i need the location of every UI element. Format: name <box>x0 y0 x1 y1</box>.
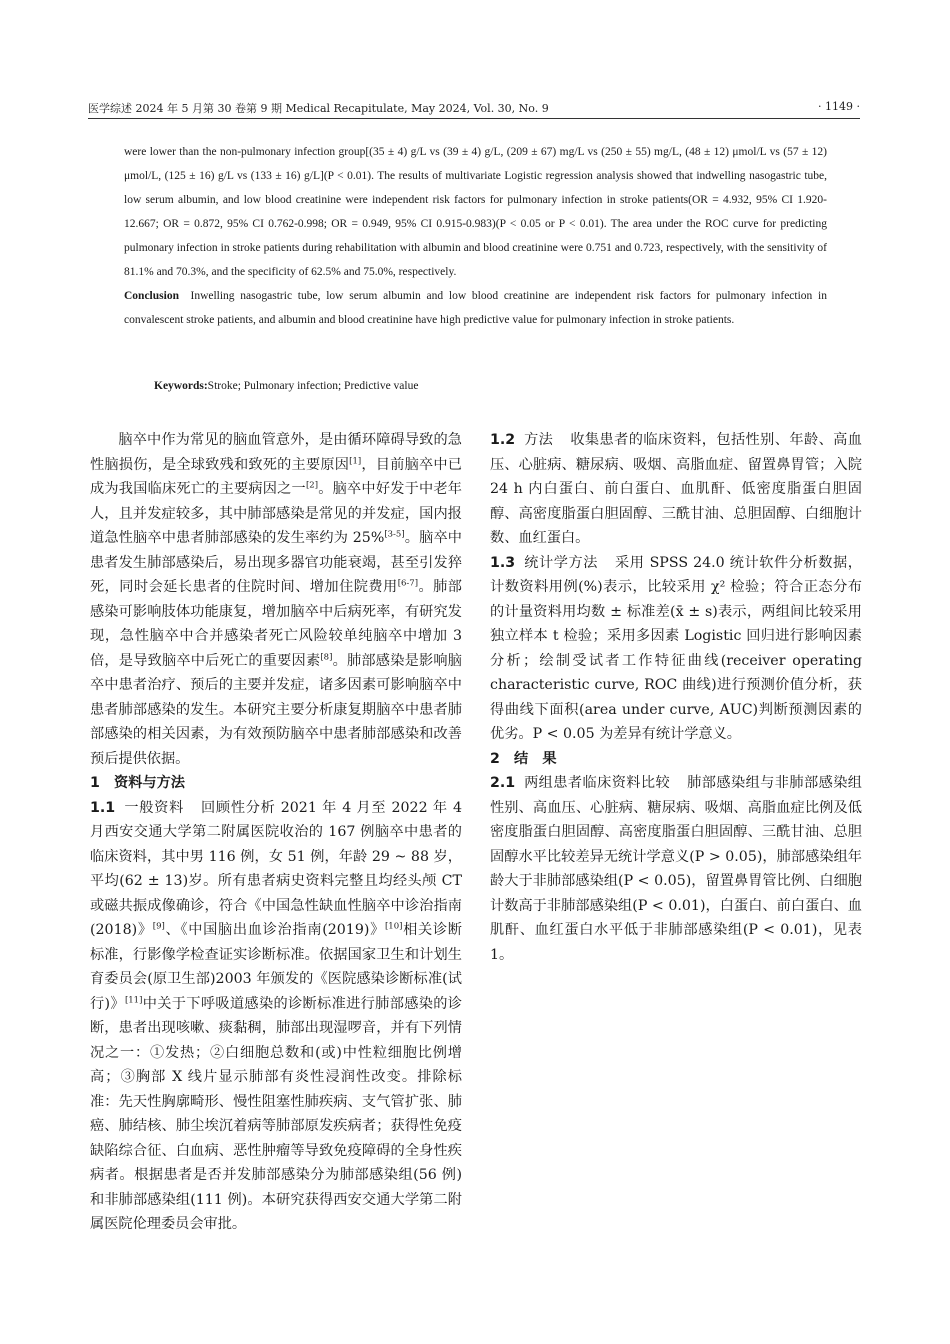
section-1-1-text-2: 、《中国脑出血诊治指南(2019)》 <box>164 922 385 938</box>
section-1-2-text: 收集患者的临床资料，包括性别、年龄、高血压、心脏病、糖尿病、吸烟、高脂血症、留置鼻胃管；入院 24 h 内白蛋白、前白蛋白、血肌酐、低密度脂蛋白胆固醇、高密度脂蛋白胆固醇、三酰甘油、总胆固醇、白细胞计数、血红蛋白。 <box>490 432 862 546</box>
ref-10: [10] <box>384 921 403 932</box>
ref-3-5: [3-5] <box>384 529 405 540</box>
section-1-3-number: 1.3 <box>490 554 516 571</box>
keywords-label: Keywords: <box>154 380 208 392</box>
section-1-1-title: 一般资料 <box>123 799 184 816</box>
intro-text-1: 脑卒中作为常见的脑血管意外，是由循环障碍导致的急性脑损伤，是全球致残和致死的主要原因 <box>90 432 462 473</box>
abstract-conclusion <box>124 284 827 332</box>
section-1-1-text-3: 相关诊断标准，行影像学检查证实诊断标准。依据国家卫生和计划生育委员会(原卫生部)2003 年颁发的《医院感染诊断标准(试行)》 <box>90 922 462 1012</box>
journal-citation: 医学综述 2024 年 5 月第 30 卷第 9 期 Medical Recapitulate, May 2024, Vol. 30, No. 9 <box>88 102 549 115</box>
running-header <box>88 100 860 118</box>
section-1-3 <box>490 551 862 747</box>
abstract-results: were lower than the non-pulmonary infection group[(35 ± 4) g/L vs (39 ± 4) g/L, (209 ± 67) mg/L vs (250 ± 55) mg/L, (48 ± 12) μmol/L vs (57 ± 12) μmol/L, (125 ± 16) g/L vs (133 ± 16) g/L](P < 0.01). The results of multivariate Logistic regression analysis showed that indwelling nasogastric tube, low serum albumin, and low blood creatinine were independent risk factors for pulmonary infection in stroke patients(OR = 4.932, 95% CI 1.920-12.667; OR = 0.872, 95% CI 0.762-0.998; OR = 0.949, 95% CI 0.915-0.983)(P < 0.05 or P < 0.01). The area under the ROC curve for predicting pulmonary infection in stroke patients during rehabilitation with albumin and blood creatinine were 0.751 and 0.723, respectively, with the sensitivity of 81.1% and 70.3%, and the specificity of 62.5% and 75.0%, respectively. <box>124 146 827 278</box>
intro-paragraph <box>90 428 462 771</box>
section-1-2-title: 方法 <box>523 432 554 448</box>
ref-1: [1] <box>349 455 362 466</box>
conclusion-text: Inwelling nasogastric tube, low serum albumin and low blood creatinine are independent risk factors for pulmonary infection in convalescent stroke patients, and albumin and blood creatinine have high predictive value for pulmonary infection in stroke patients. <box>124 290 827 326</box>
section-1-2-number: 1.2 <box>490 432 516 448</box>
section-1-1-text-1: 回顾性分析 2021 年 4 月至 2022 年 4 月西安交通大学第二附属医院收治的 167 例脑卒中患者的临床资料，其中男 116 例，女 51 例，年龄 29 ~ 88 岁，平均(62 ± 13)岁。所有患者病史资料完整且均经头颅 CT 或磁共振成像确诊，符合《中国急性缺血性脑卒中诊治指南(2018)》 <box>90 799 462 938</box>
section-1-heading: 1 资料与方法 <box>90 775 185 791</box>
section-2-1-title: 两组患者临床资料比较 <box>523 775 671 791</box>
section-2-heading: 2 结 果 <box>490 750 557 767</box>
section-1-1 <box>90 796 462 1237</box>
keywords-text: Stroke; Pulmonary infection; Predictive value <box>207 380 419 392</box>
section-1-2 <box>490 428 862 551</box>
right-column <box>490 428 862 967</box>
section-1-1-number: 1.1 <box>90 799 116 816</box>
section-1-3-text: 采用 SPSS 24.0 统计软件分析数据，计数资料用例(%)表示，比较采用 χ² 检验；符合正态分布的计量资料用均数 ± 标准差(x̄ ± s)表示，两组间比较采用独立样本 t 检验；采用多因素 Logistic 回归进行影响因素分析；绘制受试者工作特征曲线(receiver operating characteristic curve, ROC 曲线)进行预测价值分析，获得曲线下面积(area under curve, AUC)判断预测因素的优劣。P < 0.05 为差异有统计学意义。 <box>490 554 862 742</box>
ref-11: [11] <box>124 994 143 1005</box>
ref-9: [9] <box>152 921 165 932</box>
section-2-1 <box>490 771 862 967</box>
section-1-1-text-4: 中关于下呼吸道感染的诊断标准进行肺部感染的诊断，患者出现咳嗽、痰黏稠，肺部出现湿啰音，并有下列情况之一：①发热；②白细胞总数和(或)中性粒细胞比例增高；③胸部 X 线片显示肺部有炎性浸润性改变。排除标准：先天性胸廓畸形、慢性阻塞性肺疾病、支气管扩张、肺癌、肺结核、肺尘埃沉着病等肺部原发疾病者；获得性免疫缺陷综合征、白血病、恶性肿瘤等导致免疫障碍的全身性疾病者。根据患者是否并发肺部感染分为肺部感染组(56 例)和非肺部感染组(111 例)。本研究获得西安交通大学第二附属医院伦理委员会审批。 <box>90 995 462 1232</box>
intro-text-4: 。脑卒中患者发生肺部感染后，易出现多器官功能衰竭，甚至引发猝死，同时会延长患者的住院时间、增加住院费用 <box>90 530 462 595</box>
header-rule <box>88 118 860 119</box>
english-abstract <box>124 140 827 332</box>
ref-8: [8] <box>320 651 333 662</box>
section-2-1-number: 2.1 <box>490 775 516 791</box>
section-1-3-title: 统计学方法 <box>523 554 598 571</box>
conclusion-label: Conclusion <box>124 290 179 302</box>
ref-2: [2] <box>305 480 319 491</box>
intro-text-3: 。脑卒中好发于中老年人，且并发症较多，其中肺部感染是常见的并发症，国内报道急性脑卒中患者肺部感染的发生率约为 25% <box>90 481 462 546</box>
section-2-1-text: 肺部感染组与非肺部感染组性别、高血压、心脏病、糖尿病、吸烟、高脂血症比例及低密度脂蛋白胆固醇、高密度脂蛋白胆固醇、三酰甘油、总胆固醇水平比较差异无统计学意义(P > 0.05)，肺部感染组年龄大于非肺部感染组(P < 0.05)，留置鼻胃管比例、白细胞计数高于非肺部感染组(P < 0.01)，白蛋白、前白蛋白、血肌酐、血红蛋白水平低于非肺部感染组(P < 0.01)，见表 1。 <box>490 775 862 963</box>
keywords <box>154 376 418 396</box>
ref-6-7: [6-7] <box>397 578 419 589</box>
intro-text-5: 。肺部感染可影响肢体功能康复，增加脑卒中后病死率，有研究发现，急性脑卒中合并感染者死亡风险较单纯脑卒中增加 3 倍，是导致脑卒中后死亡的重要因素 <box>90 579 462 669</box>
left-column <box>90 428 462 1237</box>
page-number: · 1149 · <box>818 100 860 113</box>
intro-text-6: 。肺部感染是影响脑卒中患者治疗、预后的主要并发症，诸多因素可影响脑卒中患者肺部感染的发生。本研究主要分析康复期脑卒中患者肺部感染的相关因素，为有效预防脑卒中患者肺部感染和改善预后提供依据。 <box>90 652 462 767</box>
intro-text-2: ，目前脑卒中已成为我国临床死亡的主要病因之一 <box>90 456 462 497</box>
